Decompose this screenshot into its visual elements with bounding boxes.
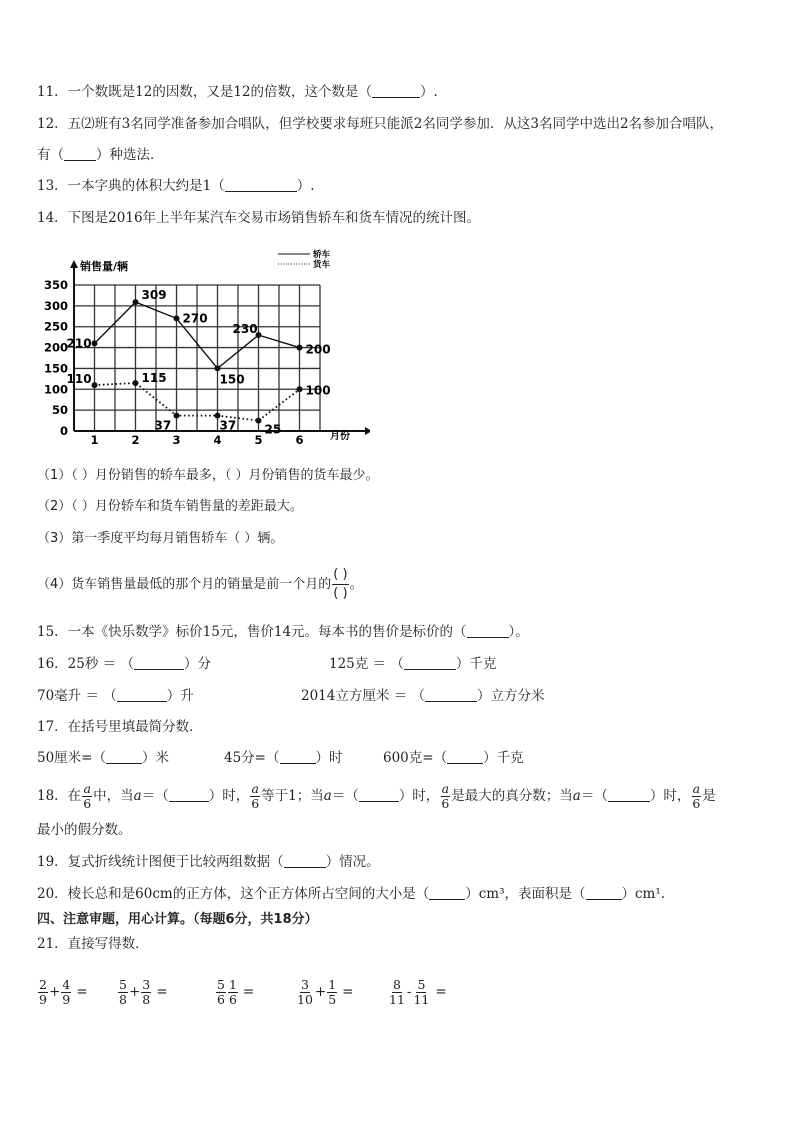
y-tick-label: 100 [43,382,68,397]
question-text: 15．一本《快乐数学》标价15元，售价14元。每本书的售价是标价的（ [37,624,467,640]
question-text: 21．直接写得数． [37,936,149,952]
data-label: 270 [182,311,208,326]
data-point [215,365,221,371]
fraction: $\frac{5}{6}$ [217,977,225,1007]
x-tick-label: 6 [295,433,304,447]
y-tick-label: 350 [43,278,68,292]
line-chart [30,240,370,452]
answer-blank[interactable] [608,787,650,802]
answer-blank[interactable] [134,655,184,670]
question-15: 15．一本《快乐数学》标价15元，售价14元。每本书的售价是标价的（ ）。 [37,624,529,640]
data-point [133,299,139,305]
answer-blank[interactable] [106,749,142,764]
data-label: 150 [219,372,245,387]
data-label: 25 [264,422,282,437]
question-16c: 70毫升 ＝ （ ）升 [37,688,194,704]
data-point [297,345,303,351]
data-label: 230 [232,322,258,337]
y-tick-label: 50 [51,403,68,418]
fraction: $\frac{1}{5}$ [328,977,337,1007]
y-tick-label: 200 [43,340,68,355]
fraction: $\frac{1}{6}$ [228,977,237,1007]
fraction-a-over-6: $\frac{a}{6}$ [441,781,450,811]
y-axis-arrow [70,260,78,268]
fraction: $\frac{4}{9}$ [62,977,71,1007]
question-text: 17．在括号里填最简分数． [37,719,203,735]
data-point [174,315,180,321]
fraction-answer[interactable]: $\frac{( )}{( )}$ [333,567,348,601]
fraction: $\frac{3}{10}$ [297,977,313,1007]
question-17b: 45分=（ ）时 [224,750,343,766]
x-axis-label: 月份 [330,431,350,442]
data-point [92,340,98,346]
fraction: $\frac{8}{11}$ [389,977,405,1007]
equals: = [156,984,168,1000]
data-point [133,380,139,386]
calc-row [37,974,477,1014]
data-label: 115 [141,371,167,386]
x-tick-label: 3 [172,433,181,447]
fraction-a-over-6: $\frac{a}{6}$ [692,781,701,811]
equals: = [242,984,255,1000]
answer-blank[interactable] [404,655,456,670]
answer-blank[interactable] [372,83,420,98]
equals: = [435,984,447,1000]
question-text: 14．下图是2016年上半年某汽车交易市场销售轿车和货车情况的统计图。 [37,210,481,226]
data-label: 37 [154,418,172,433]
fraction: $\frac{5}{11}$ [413,977,430,1007]
fraction-a-over-6: $\frac{a}{6}$ [83,781,92,811]
calc-item [295,974,353,1010]
fraction: $\frac{2}{9}$ [39,977,47,1007]
fraction-a-over-6: $\frac{a}{6}$ [251,781,260,811]
answer-blank[interactable] [586,885,622,900]
y-axis-label: 销售量/辆 [80,260,129,273]
question-14-sub4: （4）货车销售量最低的那个月的销量是前一个月的 $\frac{( )}{( )}$ 。 [37,567,363,601]
question-text: 19．复式折线统计图便于比较两组数据（ [37,854,284,870]
operator: + [314,984,327,1000]
answer-blank[interactable] [169,787,209,802]
answer-blank[interactable] [64,146,96,161]
question-14-sub3: （3）第一季度平均每月销售轿车（ ）辆。 [37,531,284,546]
legend-label: 货车 [313,260,331,270]
question-text: 13．一本字典的体积大约是1（ [37,178,225,194]
answer-blank[interactable] [117,687,167,702]
legend-label: 轿车 [313,250,331,260]
equals: = [76,984,88,1000]
y-tick-label: 0 [59,424,68,438]
operator: + [48,984,61,1000]
y-tick-label: 300 [43,298,68,313]
operator: - [406,984,412,1000]
equals: = [342,984,354,1000]
question-18: 18．在 $\frac{a}{6}$ 中，当a＝（ ）时， $\frac{a}{6}$ 等于1；当a＝（ ）时， $\frac{a}{6}$ 是最大的真分数；当a＝（ ）时， $\frac{a}{6}$ 是 [37,781,716,811]
data-point [256,418,262,424]
data-label: 37 [219,418,237,433]
question-text: 11．一个数既是12的因数，又是12的倍数，这个数是（ [37,84,373,100]
question-14-sub1: （1）（ ）月份销售的轿车最多，（ ）月份销售的货车最少。 [37,468,379,483]
x-tick-label: 2 [131,433,140,447]
operator: + [128,984,141,1000]
question-text: 20．棱长总和是60cm的正方体，这个正方体所占空间的大小是（ [37,886,430,902]
y-tick-label: 150 [43,361,68,376]
question-16d: 2014立方厘米 ＝ （ ）立方分米 [301,688,545,704]
answer-blank[interactable] [425,687,477,702]
section-4-title: 四、注意审题，用心计算。（每题6分，共18分） [37,912,318,927]
question-13: 13．一本字典的体积大约是1（ ）. [37,178,315,194]
data-point [297,386,303,392]
question-19: 19．复式折线统计图便于比较两组数据（ ）情况。 [37,854,380,870]
question-17c: 600克=（ ）千克 [383,750,524,766]
data-label: 200 [305,342,331,357]
chart-legend [278,249,331,270]
fraction: $\frac{5}{8}$ [119,977,127,1007]
question-16a: 16．25秒 ＝ （ ）分 [37,656,211,672]
x-tick-label: 5 [254,433,263,447]
fraction: $\frac{3}{8}$ [142,977,151,1007]
answer-blank[interactable] [280,749,316,764]
question-14-sub2: （2）（ ）月份轿车和货车销售量的差距最大。 [37,499,303,514]
question-17 [37,717,203,737]
question-18-line2: 最小的假分数。 [37,822,132,838]
question-12 [37,114,723,134]
y-tick-label: 250 [43,319,68,334]
calc-item [387,974,447,1010]
answer-blank[interactable] [284,853,326,868]
calc-item [215,974,254,1010]
answer-blank[interactable] [359,787,399,802]
answer-blank[interactable] [429,885,465,900]
question-20: 20．棱长总和是60cm的正方体，这个正方体所占空间的大小是（ ）cm³，表面积是（ ）cm¹. [37,886,666,902]
question-21 [37,934,149,954]
x-axis-arrow [365,427,370,435]
data-label: 110 [66,372,92,387]
data-point [174,413,180,419]
question-text: 12．五⑵班有3名同学准备参加合唱队，但学校要求每班只能派2名同学参加．从这3名同学中选出2名参加合唱队， [37,116,724,132]
chart-series [67,288,331,436]
chart-grid [74,285,320,431]
calc-item [117,974,168,1010]
answer-blank[interactable] [467,623,509,638]
x-tick-label: 4 [213,433,222,447]
question-16b: 125克 ＝ （ ）千克 [329,656,497,672]
data-label: 210 [66,336,92,351]
data-point [92,382,98,388]
x-tick-label: 1 [90,433,99,447]
answer-blank[interactable] [225,177,297,192]
answer-blank[interactable] [447,749,483,764]
data-label: 309 [141,288,167,303]
question-14 [37,208,480,228]
question-17a: 50厘米=（ ）米 [37,750,169,766]
data-label: 100 [305,383,331,398]
question-12-line2: 有（ ）种选法． [37,147,164,163]
calc-item [37,974,88,1010]
question-11: 11．一个数既是12的因数，又是12的倍数，这个数是（ ）. [37,84,438,100]
